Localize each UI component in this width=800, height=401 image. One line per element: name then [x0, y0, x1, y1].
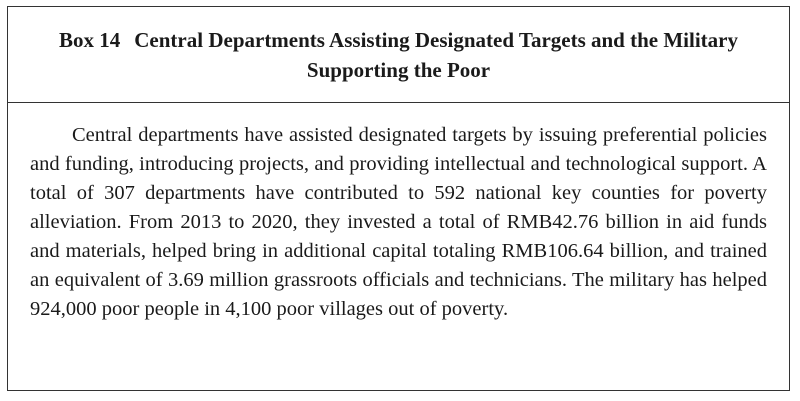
box-header — [8, 7, 789, 103]
box-paragraph: Central departments have assisted designated targets by issuing preferential policies and funding, introducing projects, and providing intellectual and technological support. A total of 307 departments have contributed to 592 national key counties for poverty alleviation. From 2013 to 2020, they invested a total of RMB42.76 billion in aid funds and materials, helped bring in additional capital totaling RMB106.64 billion, and trained an equivalent of 3.69 million grassroots officials and technicians. The military has helped 924,000 poor people in 4,100 poor villages out of poverty. — [30, 124, 767, 320]
box-label: Box 14 — [59, 27, 121, 52]
box-heading — [26, 25, 771, 85]
box-title: Central Departments Assisting Designated Targets and the Military Supporting the Poor — [134, 27, 738, 82]
text-box — [7, 6, 790, 391]
box-body — [8, 103, 789, 324]
